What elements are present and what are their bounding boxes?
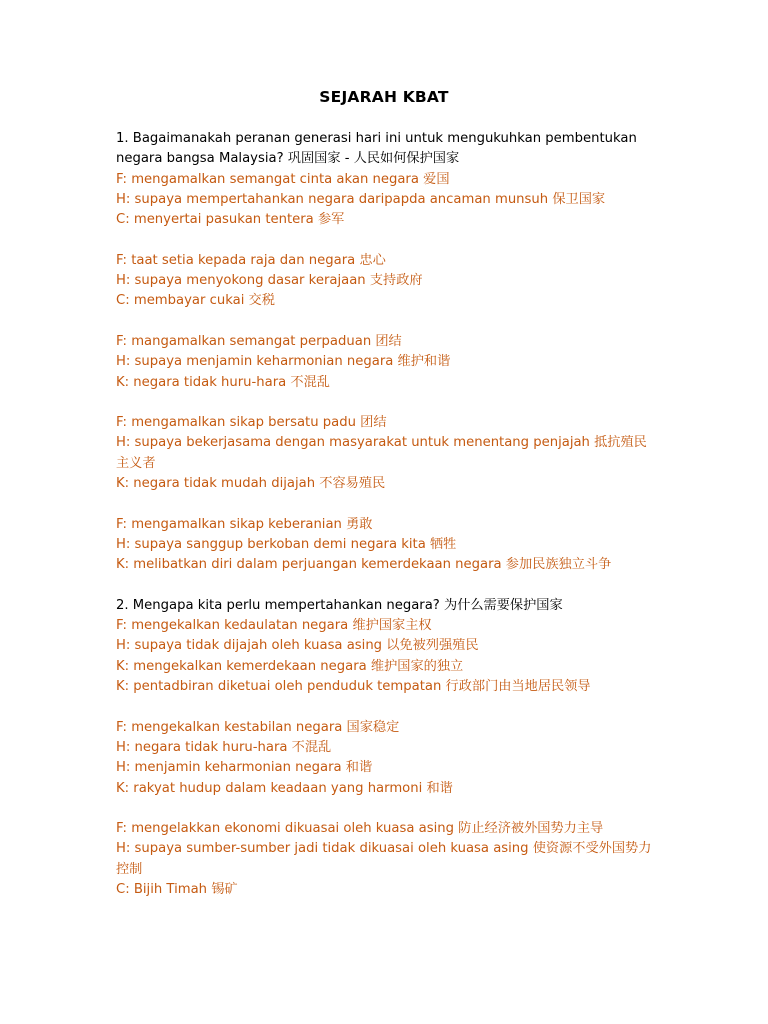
paragraph-gap — [116, 799, 656, 819]
answer-line: H: supaya tidak dijajah oleh kuasa asing 以免被列强殖民 — [116, 638, 479, 654]
paragraph-gap — [116, 697, 656, 717]
document-body — [116, 129, 656, 900]
answer-line: C: menyertai pasukan tentera 参军 — [116, 212, 345, 228]
answer-line: K: mengekalkan kemerdekaan negara 维护国家的独立 — [116, 658, 464, 674]
answer-line: F: mangamalkan semangat perpaduan 团结 — [116, 333, 402, 349]
paragraph-gap — [116, 312, 656, 332]
answer-line: F: mengamalkan sikap keberanian 勇敢 — [116, 516, 373, 532]
answer-line: H: supaya sumber-sumber jadi tidak dikuasai oleh kuasa asing 使资源不受外国势力控制 — [116, 841, 652, 877]
question-line: 1. Bagaimanakah peranan generasi hari ini untuk mengukuhkan pembentukan negara bangsa Malaysia? 巩固国家 - 人民如何保护国家 — [116, 131, 637, 167]
question-line: 2. Mengapa kita perlu mempertahankan negara? 为什么需要保护国家 — [116, 597, 563, 613]
answer-line: H: negara tidak huru-hara 不混乱 — [116, 739, 332, 755]
paragraph-gap — [116, 230, 656, 250]
paragraph-gap — [116, 576, 656, 596]
answer-line: H: supaya menjamin keharmonian negara 维护和谐 — [116, 354, 451, 370]
answer-line: F: mengamalkan semangat cinta akan negara 爱国 — [116, 171, 450, 187]
answer-line: K: rakyat hudup dalam keadaan yang harmoni 和谐 — [116, 780, 453, 796]
answer-line: F: taat setia kepada raja dan negara 忠心 — [116, 252, 386, 268]
answer-line: F: mengekalkan kestabilan negara 国家稳定 — [116, 719, 400, 735]
answer-line: H: supaya sanggup berkoban demi negara kita 牺牲 — [116, 536, 457, 552]
answer-line: H: supaya menyokong dasar kerajaan 支持政府 — [116, 273, 423, 289]
answer-line: K: melibatkan diri dalam perjuangan kemerdekaan negara 参加民族独立斗争 — [116, 557, 612, 573]
answer-line: C: membayar cukai 交税 — [116, 293, 275, 309]
answer-line: H: supaya bekerjasama dengan masyarakat untuk menentang penjajah 抵抗殖民主义者 — [116, 435, 647, 471]
answer-line: K: negara tidak mudah dijajah 不容易殖民 — [116, 476, 386, 492]
answer-line: K: pentadbiran diketuai oleh penduduk tempatan 行政部门由当地居民领导 — [116, 679, 591, 695]
paragraph-gap — [116, 494, 656, 514]
answer-line: K: negara tidak huru-hara 不混乱 — [116, 374, 330, 390]
answer-line: F: mengekalkan kedaulatan negara 维护国家主权 — [116, 618, 432, 634]
answer-line: H: menjamin keharmonian negara 和谐 — [116, 760, 373, 776]
paragraph-gap — [116, 393, 656, 413]
document-title: SEJARAH KBAT — [319, 88, 449, 106]
answer-line: H: supaya mempertahankan negara daripapda ancaman munsuh 保卫国家 — [116, 191, 606, 207]
answer-line: C: Bijih Timah 锡矿 — [116, 881, 238, 897]
answer-line: F: mengamalkan sikap bersatu padu 团结 — [116, 415, 387, 431]
answer-line: F: mengelakkan ekonomi dikuasai oleh kuasa asing 防止经济被外国势力主导 — [116, 821, 604, 837]
